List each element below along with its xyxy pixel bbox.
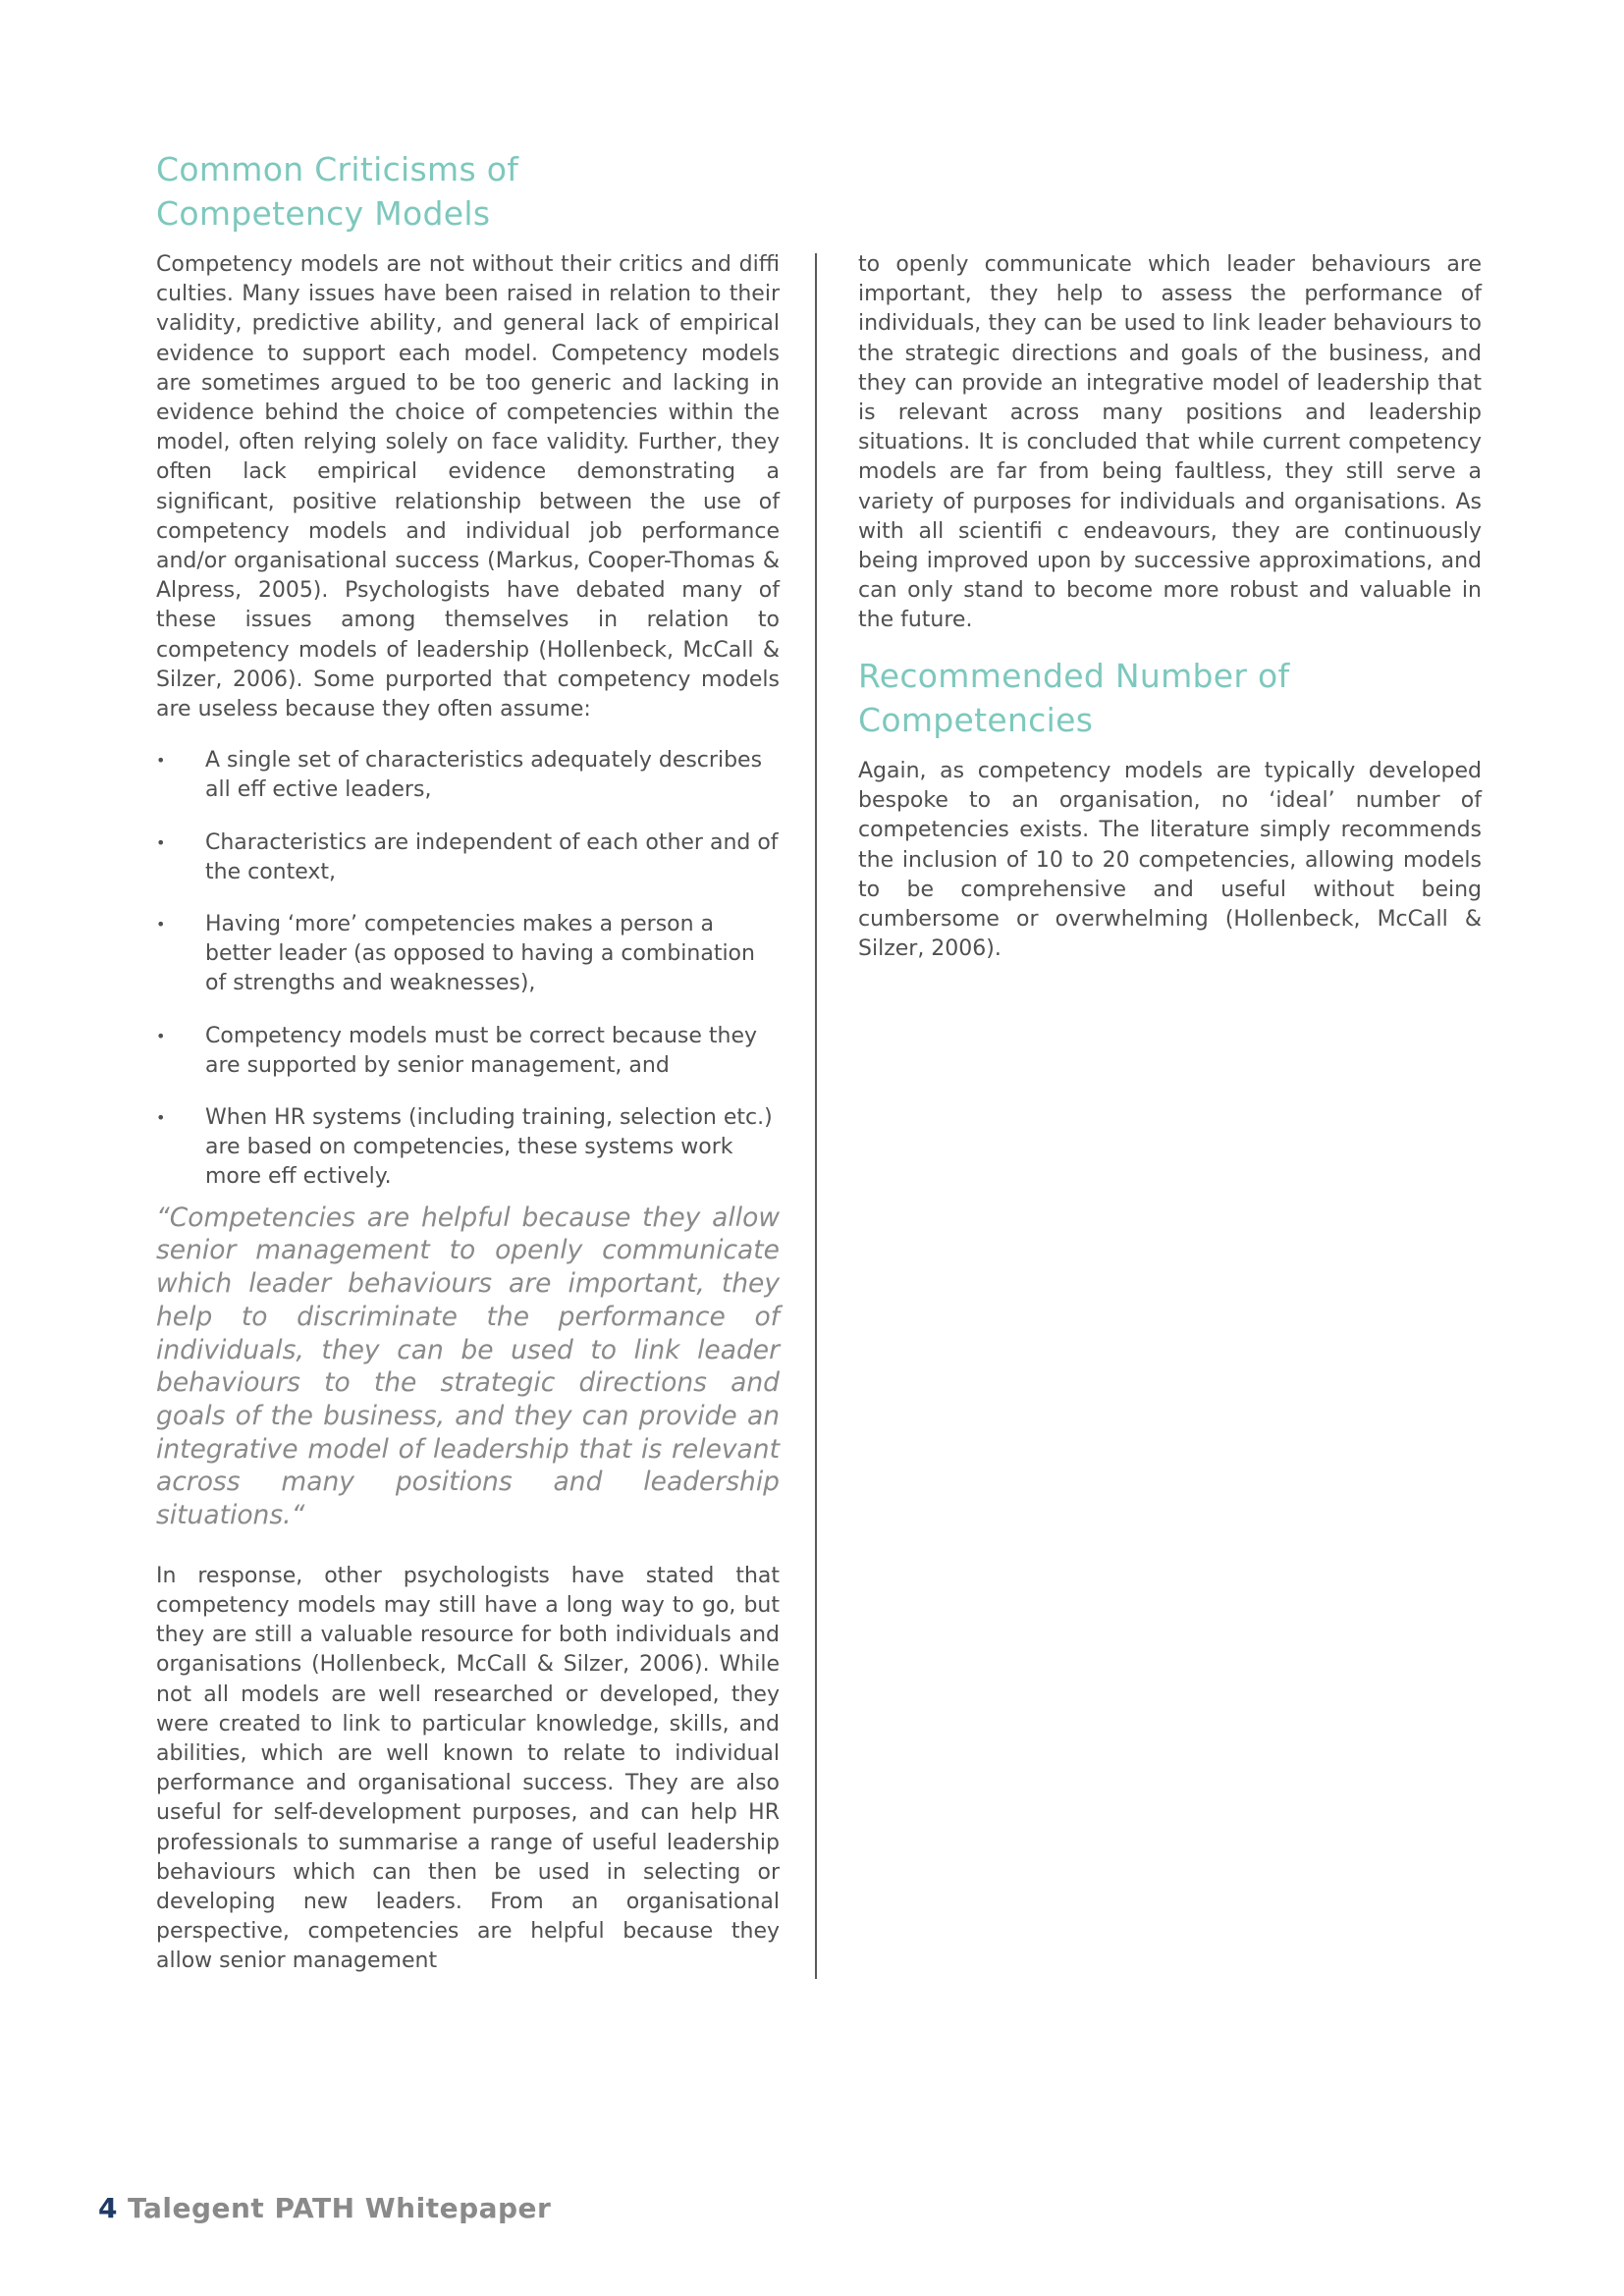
section-heading-criticisms [156,147,518,236]
heading-line: Common Criticisms of [156,150,519,188]
right-column [858,250,1482,636]
list-item-text: Having ‘more’ competencies makes a person a better leader (as opposed to having a combination of strengths and weaknesses), [205,912,755,996]
right-column-lower [858,757,1482,964]
list-item [156,1022,780,1081]
page-number: 4 [98,2192,118,2224]
heading-line: Competencies [858,701,1094,739]
heading-line: Recommended Number of [858,657,1290,695]
continued-paragraph: to openly communicate which leader behaviours are important, they help to assess the performance of individuals, they can be used to link leader behaviours to the strategic directions and goals of the business, and they can provide an integrative model of leadership that is relevant across many positions and leadership situations. It is concluded that while current competency models are far from being faultless, they still serve a variety of purposes for individuals and organisations. As with all scientifi c endeavours, they are continuously being improved upon by successive approximations, and can only stand to become more robust and valuable in the future. [858,252,1482,633]
page-footer [98,2191,551,2226]
recommendation-paragraph: Again, as competency models are typically developed bespoke to an organisation, no ‘ideal’ number of competencies exists. The literature simply recommends the inclusion of 10 to 20 competencies, allowing models to be comprehensive and useful without being cumbersome or overwhelming (Hollenbeck, McCall & Silzer, 2006). [858,759,1482,962]
section-heading-recommended-number [858,654,1289,742]
list-item-text: A single set of characteristics adequately describes all eff ective leaders, [205,748,763,803]
assumptions-list [156,746,780,1192]
column-divider [815,253,817,1979]
list-item [156,746,780,805]
list-item-text: Competency models must be correct because they are supported by senior management, and [205,1023,758,1078]
bullet-icon: • [156,832,166,852]
left-column [156,250,780,1977]
bullet-icon: • [156,751,166,771]
list-item [156,828,780,887]
list-item-text: Characteristics are independent of each other and of the context, [205,829,779,884]
footer-title: Talegent PATH Whitepaper [127,2192,552,2224]
intro-paragraph: Competency models are not without their critics and diffi culties. Many issues have been raised in relation to their validity, predictive ability, and general lack of empirical evidence to support each model. Competency models are sometimes argued to be too generic and lacking in evidence behind the choice of competencies within the model, often relying solely on face validity. Further, they often lack empirical evidence demonstrating a significant, positive relationship between the use of competency models and individual job performance and/or organisational success (Markus, Cooper-Thomas & Alpress, 2005). Psychologists have debated many of these issues among themselves in relation to competency models of leadership (Hollenbeck, McCall & Silzer, 2006). Some purported that competency models are useless because they often assume: [156,252,780,722]
bullet-icon: • [156,1026,166,1045]
response-paragraph: In response, other psychologists have stated that competency models may still have a long way to go, but they are still a valuable resource for both individuals and organisations (Hollenbeck, McCall & Silzer, 2006). While not all models are well researched or developed, they were created to link to particular knowledge, skills, and abilities, which are well known to relate to individual performance and organisational success. They are also useful for self-development purposes, and can help HR professionals to summarise a range of useful leadership behaviours which can then be used in selecting or developing new leaders. From an organisational perspective, competencies are helpful because they allow senior management [156,1563,780,1974]
list-item-text: When HR systems (including training, selection etc.) are based on competencies, these systems work more eff ectively. [205,1105,773,1190]
heading-line: Competency Models [156,194,491,233]
list-item [156,1103,780,1193]
list-item [156,910,780,999]
bullet-icon: • [156,915,166,934]
pull-quote: “Competencies are helpful because they allow senior management to openly communicate which leader behaviours are important, they help to discriminate the performance of individuals, they can be used to link leader behaviours to the strategic directions and goals of the business, and they can provide an integrative model of leadership that is relevant across many positions and leadership situations.“ [156,1201,780,1531]
bullet-icon: • [156,1108,166,1128]
